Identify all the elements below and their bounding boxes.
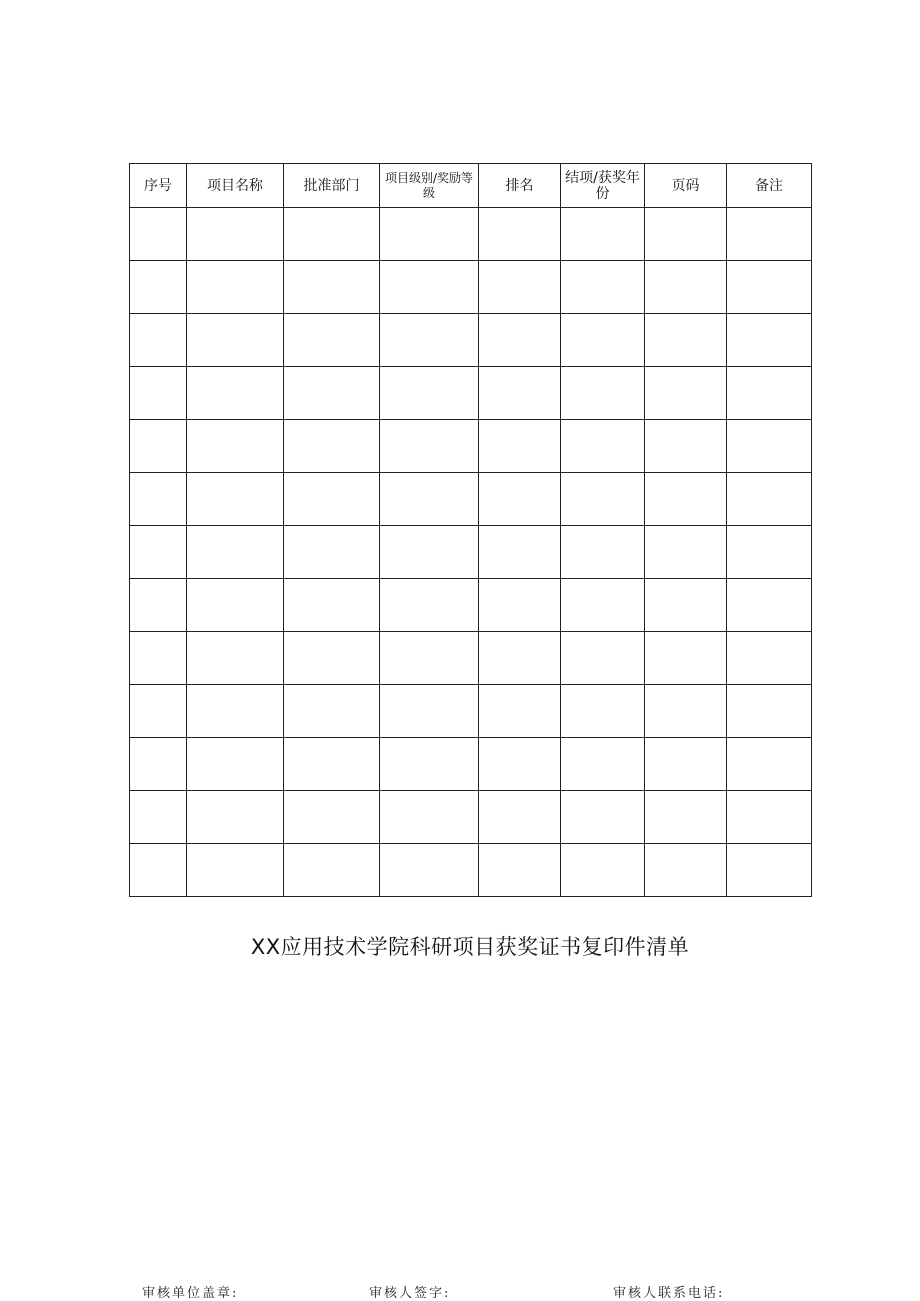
table-cell (561, 367, 645, 420)
header-serial-number: 序号 (130, 164, 187, 208)
table-cell (645, 420, 727, 473)
table-row (130, 632, 812, 685)
table-cell (479, 208, 561, 261)
document-title: XX应用技术学院科研项目获奖证书复印件清单 (250, 935, 690, 959)
table-cell (645, 526, 727, 579)
table-cell (645, 367, 727, 420)
table-cell (645, 314, 727, 367)
table-cell (284, 526, 380, 579)
table-cell (380, 261, 479, 314)
table-cell (479, 579, 561, 632)
table-cell (380, 738, 479, 791)
table-cell (380, 632, 479, 685)
table-cell (130, 526, 187, 579)
reviewer-phone-label: 审核人联系电话: (613, 1286, 725, 1301)
table-cell (727, 314, 812, 367)
table-cell (561, 685, 645, 738)
table-body (130, 208, 812, 897)
table-cell (130, 208, 187, 261)
table-row (130, 314, 812, 367)
table-cell (479, 261, 561, 314)
header-completion-year: 结项/获奖年份 (561, 164, 645, 208)
table-cell (380, 844, 479, 897)
table-cell (187, 579, 284, 632)
table-cell (479, 791, 561, 844)
table-cell (380, 473, 479, 526)
table-cell (187, 261, 284, 314)
unit-seal-label: 审核单位盖章: (142, 1286, 239, 1301)
table-cell (130, 685, 187, 738)
table-cell (727, 579, 812, 632)
table-cell (479, 526, 561, 579)
table-cell (479, 738, 561, 791)
table-cell (284, 367, 380, 420)
table-cell (380, 685, 479, 738)
table-cell (284, 261, 380, 314)
table-cell (727, 791, 812, 844)
table-cell (727, 261, 812, 314)
table-row (130, 685, 812, 738)
table-cell (645, 473, 727, 526)
table-cell (187, 208, 284, 261)
table-cell (727, 526, 812, 579)
table-cell (645, 738, 727, 791)
table-cell (561, 208, 645, 261)
table-cell (380, 526, 479, 579)
header-project-name: 项目名称 (187, 164, 284, 208)
table-cell (561, 791, 645, 844)
table-cell (130, 791, 187, 844)
table-row (130, 208, 812, 261)
table-cell (380, 420, 479, 473)
table-row (130, 738, 812, 791)
table-cell (284, 208, 380, 261)
table-cell (727, 738, 812, 791)
table-cell (727, 685, 812, 738)
table-cell (645, 791, 727, 844)
table-cell (187, 314, 284, 367)
table-cell (561, 738, 645, 791)
table-cell (284, 632, 380, 685)
reviewer-signature-label: 审核人签字: (369, 1286, 451, 1301)
table-cell (284, 844, 380, 897)
table-cell (380, 208, 479, 261)
table-cell (561, 473, 645, 526)
table-cell (130, 632, 187, 685)
table-cell (727, 367, 812, 420)
header-approving-department: 批准部门 (284, 164, 380, 208)
table-cell (645, 261, 727, 314)
table-cell (130, 844, 187, 897)
table-cell (645, 685, 727, 738)
table-row (130, 420, 812, 473)
table-cell (380, 367, 479, 420)
table-cell (479, 632, 561, 685)
table-cell (479, 844, 561, 897)
table-cell (187, 791, 284, 844)
table-row (130, 844, 812, 897)
table-cell (187, 632, 284, 685)
table-cell (187, 685, 284, 738)
table-cell (380, 579, 479, 632)
table-cell (284, 579, 380, 632)
table-cell (645, 579, 727, 632)
table-cell (479, 367, 561, 420)
table-cell (561, 261, 645, 314)
table-cell (561, 632, 645, 685)
table-header-row (130, 164, 812, 208)
table-cell (561, 420, 645, 473)
header-remarks: 备注 (727, 164, 812, 208)
table-cell (284, 685, 380, 738)
table-cell (187, 473, 284, 526)
table-cell (727, 844, 812, 897)
table-cell (130, 420, 187, 473)
table-cell (187, 526, 284, 579)
table-cell (187, 738, 284, 791)
table-row (130, 579, 812, 632)
table-cell (130, 738, 187, 791)
table-cell (187, 420, 284, 473)
table-cell (727, 420, 812, 473)
table-cell (645, 632, 727, 685)
table-cell (130, 473, 187, 526)
table-cell (479, 420, 561, 473)
table-row (130, 367, 812, 420)
table-row (130, 791, 812, 844)
table-row (130, 526, 812, 579)
table-cell (284, 791, 380, 844)
table-cell (130, 367, 187, 420)
header-page-number: 页码 (645, 164, 727, 208)
table-cell (727, 632, 812, 685)
table-cell (479, 314, 561, 367)
table-cell (380, 314, 479, 367)
table-cell (130, 579, 187, 632)
table-cell (561, 526, 645, 579)
table-cell (727, 208, 812, 261)
table-cell (479, 685, 561, 738)
table-row (130, 473, 812, 526)
header-project-level: 项目级别/奖励等级 (380, 164, 479, 208)
table-cell (645, 208, 727, 261)
table-row (130, 261, 812, 314)
table-cell (561, 844, 645, 897)
table-cell (130, 314, 187, 367)
table-cell (561, 314, 645, 367)
table-cell (187, 367, 284, 420)
certificate-list-table (129, 163, 812, 897)
table-cell (380, 791, 479, 844)
table-cell (727, 473, 812, 526)
table-cell (284, 473, 380, 526)
table-cell (284, 314, 380, 367)
table-cell (284, 738, 380, 791)
table-cell (284, 420, 380, 473)
table-cell (187, 844, 284, 897)
table-cell (645, 844, 727, 897)
header-ranking: 排名 (479, 164, 561, 208)
table-cell (130, 261, 187, 314)
table-cell (479, 473, 561, 526)
table-cell (561, 579, 645, 632)
